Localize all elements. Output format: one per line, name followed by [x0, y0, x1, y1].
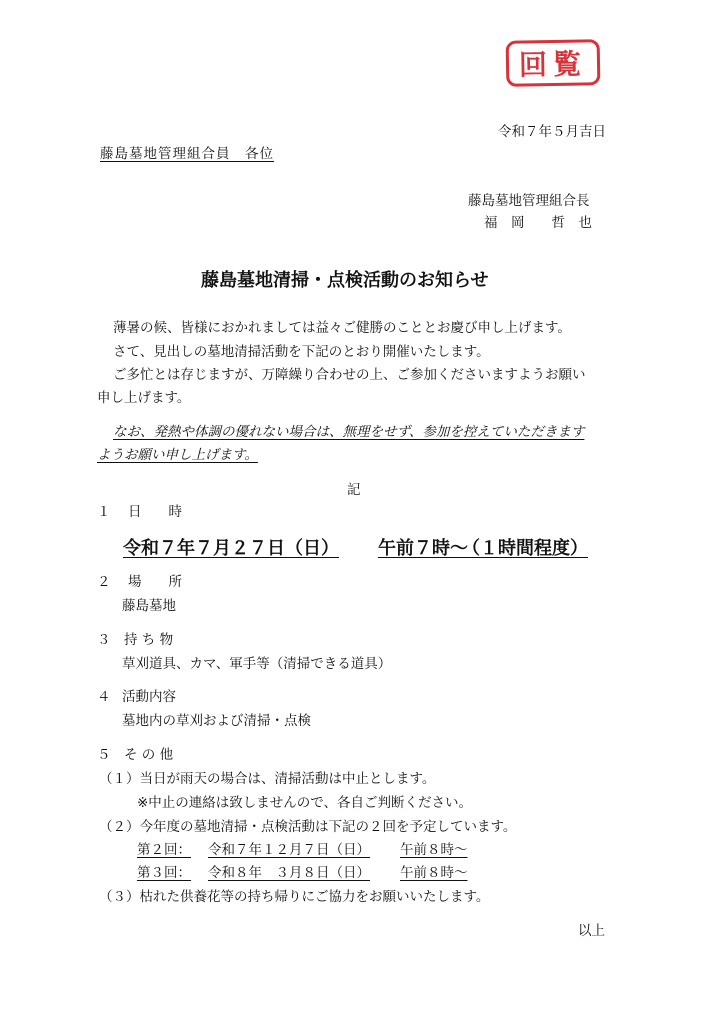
note-line-2: ようお願い申し上げます。 [97, 447, 258, 463]
other-item-1-sub: ※中止の連絡は致しませんので、各自ご判断ください。 [137, 795, 473, 811]
body-line-2: さて、見出しの墓地清掃活動を下記のとおり開催いたします。 [113, 344, 490, 360]
event-date: 令和７年７月２７日（日） [123, 538, 339, 559]
note-line-1: なお、発熱や体調の優れない場合は、無理をせず、参加を控えていただきます [113, 424, 585, 440]
section-4-heading: 活動内容 [122, 689, 176, 705]
section-2-content: 藤島墓地 [122, 598, 176, 614]
section-3-heading: 持 ち 物 [124, 632, 174, 648]
sender-name: 福 岡 哲 也 [484, 215, 592, 231]
schedule-2-time: 午前８時～ [400, 842, 468, 858]
section-4-number: ４ [97, 689, 111, 705]
sender-org: 藤島墓地管理組合長 [468, 193, 590, 209]
circulation-stamp: 回覧 [506, 39, 601, 87]
other-item-2: （２）今年度の墓地清掃・点検活動は下記の２回を予定しています。 [99, 819, 517, 835]
section-1-number: １ [97, 504, 111, 520]
section-3-content: 草刈道具、カマ、軍手等（清掃できる道具） [122, 656, 392, 672]
body-line-1: 薄暑の候、皆様におかれましては益々ご健勝のこととお慶び申し上げます。 [113, 320, 571, 336]
event-duration: （１時間程度） [462, 538, 588, 559]
schedule-2-date: 令和７年１２月７日（日） [208, 842, 370, 858]
ki-label: 記 [347, 482, 361, 498]
issue-date: 令和７年５月吉日 [498, 124, 606, 140]
other-item-3: （３）枯れた供養花等の持ち帰りにご協力をお願いいたします。 [99, 889, 490, 905]
section-3-number: ３ [97, 632, 111, 648]
section-4-content: 墓地内の草刈および清掃・点検 [122, 713, 311, 729]
schedule-2-label: 第２回： [137, 842, 191, 858]
schedule-3-date: 令和８年 ３月８日（日） [208, 865, 370, 881]
body-line-3: ご多忙とは存じますが、万障繰り合わせの上、ご参加くださいますようお願い [113, 367, 586, 383]
page-title: 藤島墓地清掃・点検活動のお知らせ [201, 270, 489, 291]
section-5-number: ５ [97, 747, 111, 763]
section-5-heading: そ の 他 [124, 747, 174, 763]
section-1-heading: 日 時 [128, 504, 182, 520]
recipient-line: 藤島墓地管理組合員 各位 [100, 146, 274, 162]
other-item-1: （１）当日が雨天の場合は、清掃活動は中止とします。 [99, 771, 436, 787]
section-2-number: ２ [97, 574, 111, 590]
body-line-4: 申し上げます。 [97, 390, 191, 406]
closing-mark: 以上 [578, 923, 605, 939]
schedule-3-label: 第３回： [137, 865, 191, 881]
section-2-heading: 場 所 [128, 574, 182, 590]
schedule-3-time: 午前８時～ [400, 865, 468, 881]
event-time: 午前７時～ [378, 538, 468, 559]
